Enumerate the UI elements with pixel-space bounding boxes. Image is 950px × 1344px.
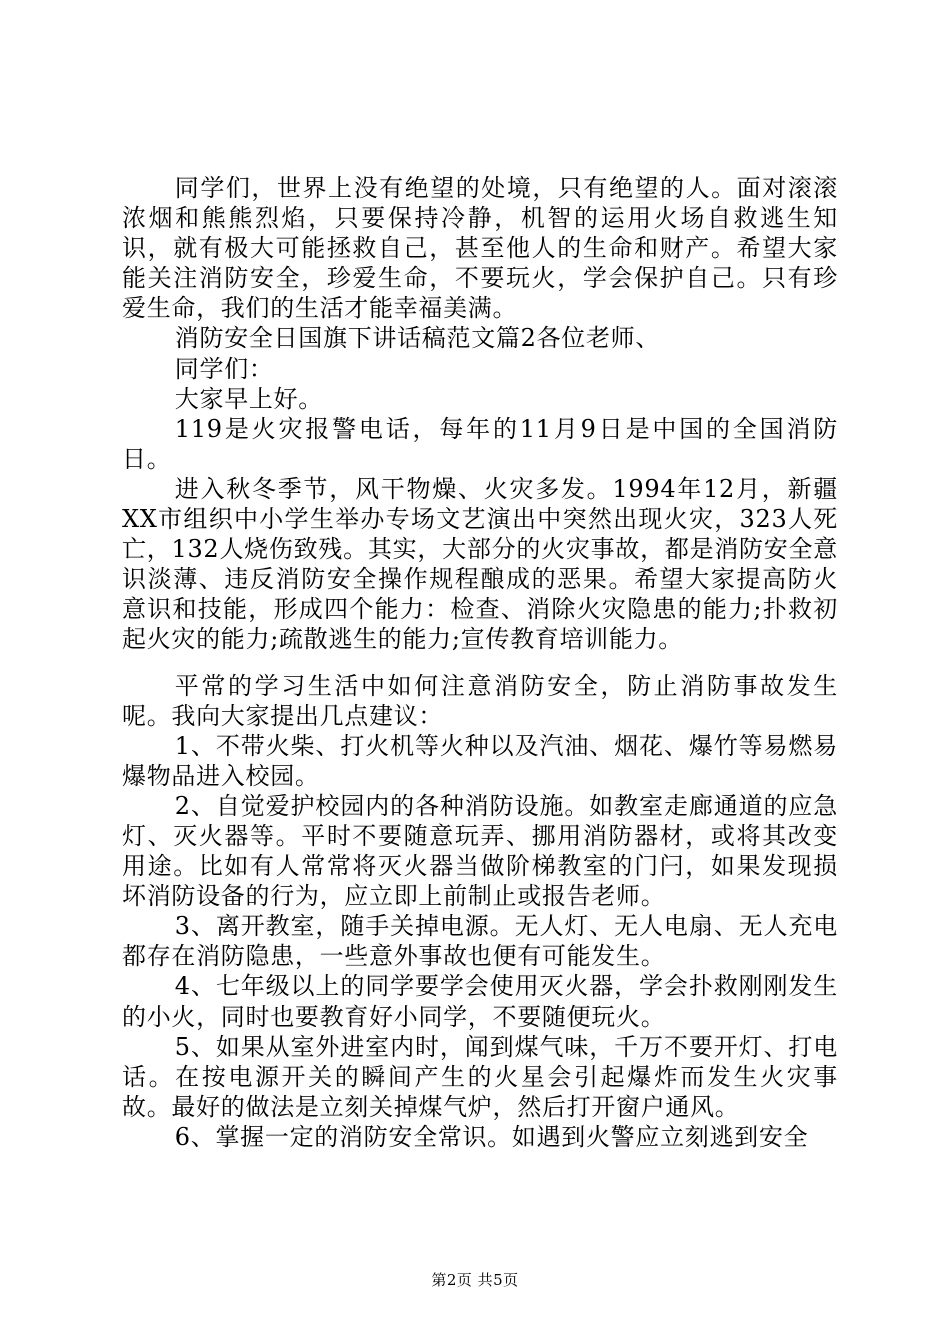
paragraph-speech-title: 消防安全日国旗下讲话稿范文篇2各位老师、 — [174, 324, 661, 353]
paragraph-suggestions-intro: 平常的学习生活中如何注意消防安全，防止消防事故发生呢。我向大家提出几点建议： — [122, 671, 838, 730]
paragraph-fire-incident: 进入秋冬季节，风干物燥、火灾多发。1994年12月，新疆XX市组织中小学生举办专场文艺演出中突然出现火灾，323人死亡，132人烧伤致残。其实，大部分的火灾事故，都是消防安全意识淡薄、违反消防安全操作规程酿成的恶果。希望大家提高防火意识和技能，形成四个能力：检查、消除火灾隐患的能力;扑救初起火灾的能力;疏散逃生的能力;宣传教育培训能力。 — [122, 474, 838, 654]
paragraph-suggestion-1: 1、不带火柴、打火机等火种以及汽油、烟花、爆竹等易燃易爆物品进入校园。 — [122, 731, 838, 790]
paragraph-fire-day: 119是火灾报警电话，每年的11月9日是中国的全国消防日。 — [122, 414, 838, 473]
paragraph-suggestion-3: 3、离开教室，随手关掉电源。无人灯、无人电扇、无人充电都存在消防隐患，一些意外事故也便有可能发生。 — [122, 912, 838, 971]
paragraph-suggestion-2: 2、自觉爱护校园内的各种消防设施。如教室走廊通道的应急灯、灭火器等。平时不要随意玩弄、挪用消防器材，或将其改变用途。比如有人常常将灭火器当做阶梯教室的门闩，如果发现损坏消防设备的行为，应立即上前制止或报告老师。 — [122, 791, 838, 911]
paragraph-gap — [122, 655, 838, 671]
paragraph-salutation: 同学们： — [174, 354, 274, 383]
page-footer: 第2页 共5页 — [431, 1271, 519, 1289]
paragraph-suggestion-6: 6、掌握一定的消防安全常识。如遇到火警应立刻逃到安全 — [174, 1122, 809, 1151]
paragraph-suggestion-4: 4、七年级以上的同学要学会使用灭火器，学会扑救刚刚发生的小火，同时也要教育好小同学，不要随便玩火。 — [122, 972, 838, 1031]
paragraph-suggestion-5: 5、如果从室外进室内时，闻到煤气味，千万不要开灯、打电话。在按电源开关的瞬间产生的火星会引起爆炸而发生火灾事故。最好的做法是立刻关掉煤气炉，然后打开窗户通风。 — [122, 1032, 838, 1121]
paragraph-greeting: 大家早上好。 — [174, 384, 323, 413]
document-body — [122, 173, 838, 1152]
paragraph-closing-remarks: 同学们，世界上没有绝望的处境，只有绝望的人。面对滚滚浓烟和熊熊烈焰，只要保持冷静，机智的运用火场自救逃生知识，就有极大可能拯救自己，甚至他人的生命和财产。希望大家能关注消防安全，珍爱生命，不要玩火，学会保护自己。只有珍爱生命，我们的生活才能幸福美满。 — [122, 174, 838, 323]
